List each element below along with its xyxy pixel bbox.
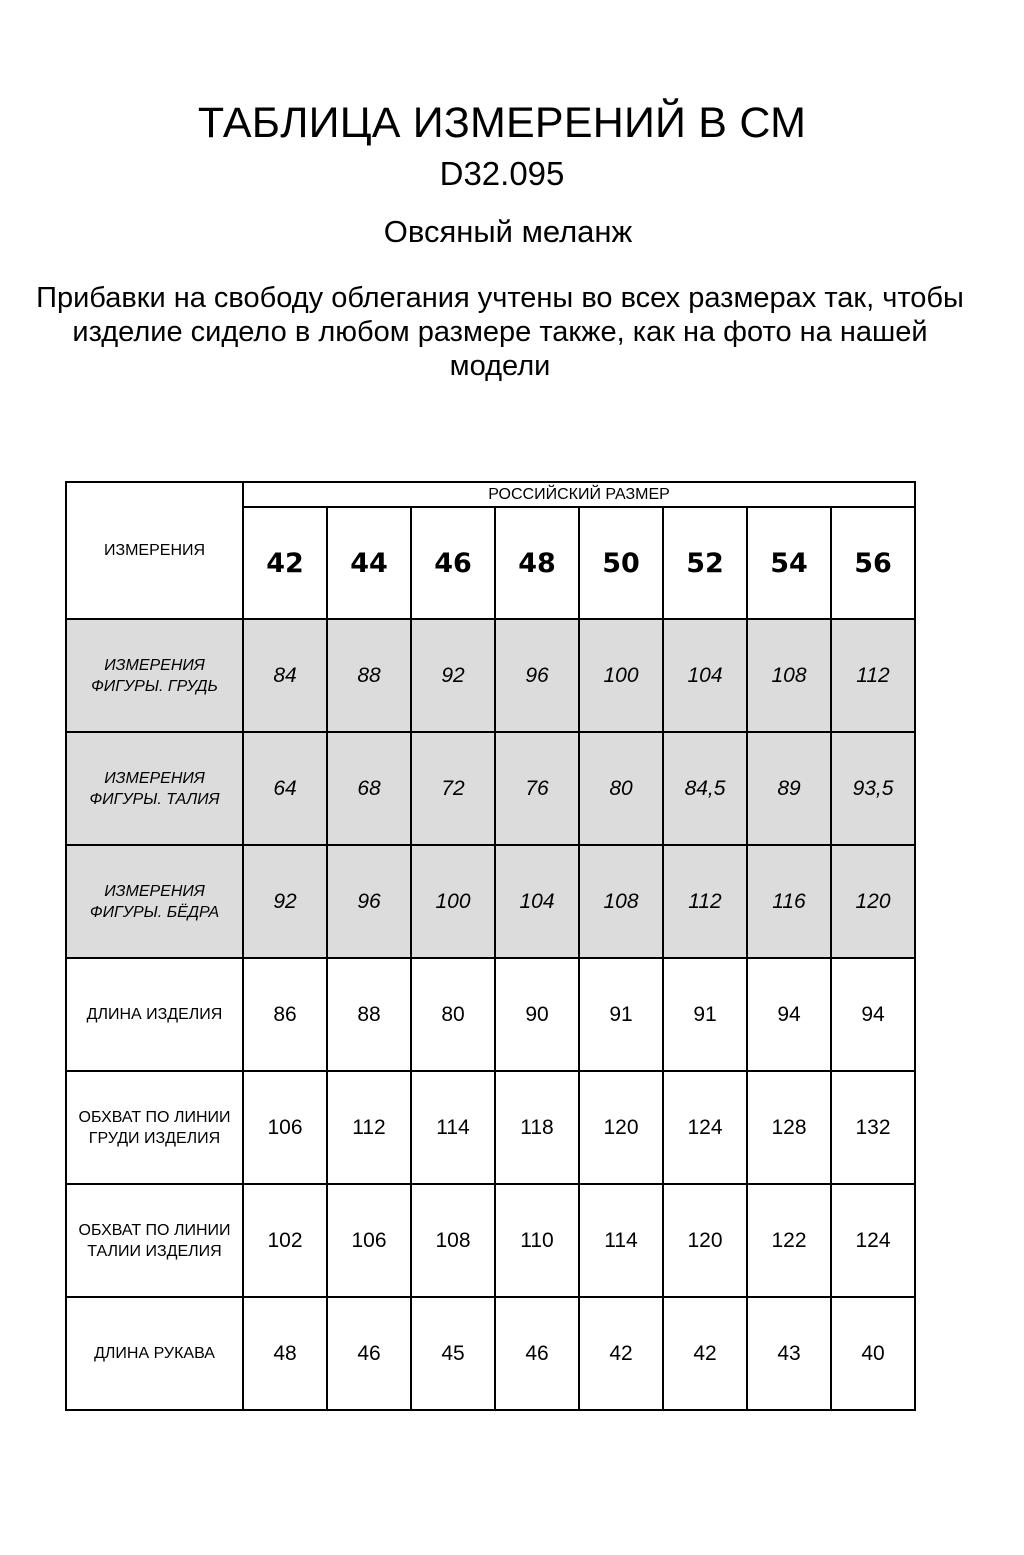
table-row-chest bbox=[66, 619, 915, 732]
table-cell: 104 bbox=[495, 845, 579, 958]
table-cell: 72 bbox=[411, 732, 495, 845]
table-cell: 132 bbox=[831, 1071, 915, 1184]
page-title: ТАБЛИЦА ИЗМЕРЕНИЙ В СМ bbox=[197, 99, 807, 147]
table-cell: 120 bbox=[831, 845, 915, 958]
table-cell: 96 bbox=[327, 845, 411, 958]
table-cell: 93,5 bbox=[831, 732, 915, 845]
table-cell: 108 bbox=[747, 619, 831, 732]
size-header: 48 bbox=[495, 507, 579, 619]
table-row-waist-girth bbox=[66, 1184, 915, 1297]
fit-note: Прибавки на свободу облегания учтены во всех размерах так, чтобы изделие сидело в любом размере также, как на фото на нашей модели bbox=[36, 282, 964, 382]
table-cell: 43 bbox=[747, 1297, 831, 1410]
size-group-header: РОССИЙСКИЙ РАЗМЕР bbox=[243, 482, 915, 507]
table-cell: 104 bbox=[663, 619, 747, 732]
table-cell: 92 bbox=[411, 619, 495, 732]
table-row-chest-girth bbox=[66, 1071, 915, 1184]
table-cell: 88 bbox=[327, 958, 411, 1071]
size-header: 50 bbox=[579, 507, 663, 619]
table-row-hips bbox=[66, 845, 915, 958]
table-cell: 84,5 bbox=[663, 732, 747, 845]
table-cell: 112 bbox=[327, 1071, 411, 1184]
table-cell: 118 bbox=[495, 1071, 579, 1184]
table-row-sleeve bbox=[66, 1297, 915, 1410]
table-cell: 112 bbox=[663, 845, 747, 958]
table-cell: 114 bbox=[579, 1184, 663, 1297]
table-cell: 89 bbox=[747, 732, 831, 845]
table-cell: 76 bbox=[495, 732, 579, 845]
table-cell: 124 bbox=[831, 1184, 915, 1297]
table-cell: 64 bbox=[243, 732, 327, 845]
table-cell: 94 bbox=[831, 958, 915, 1071]
table-cell: 42 bbox=[579, 1297, 663, 1410]
table-cell: 80 bbox=[411, 958, 495, 1071]
table-cell: 42 bbox=[663, 1297, 747, 1410]
table-cell: 112 bbox=[831, 619, 915, 732]
size-header: 54 bbox=[747, 507, 831, 619]
table-cell: 88 bbox=[327, 619, 411, 732]
table-cell: 46 bbox=[327, 1297, 411, 1410]
table-cell: 80 bbox=[579, 732, 663, 845]
table-cell: 100 bbox=[579, 619, 663, 732]
measurements-header: ИЗМЕРЕНИЯ bbox=[66, 482, 243, 619]
table-row-waist bbox=[66, 732, 915, 845]
table-cell: 128 bbox=[747, 1071, 831, 1184]
table-cell: 100 bbox=[411, 845, 495, 958]
row-label: ИЗМЕРЕНИЯ ФИГУРЫ. ТАЛИЯ bbox=[66, 732, 243, 845]
table-cell: 114 bbox=[411, 1071, 495, 1184]
table-cell: 120 bbox=[579, 1071, 663, 1184]
table-cell: 106 bbox=[327, 1184, 411, 1297]
size-header: 44 bbox=[327, 507, 411, 619]
table-cell: 124 bbox=[663, 1071, 747, 1184]
size-header: 46 bbox=[411, 507, 495, 619]
row-label: ИЗМЕРЕНИЯ ФИГУРЫ. ГРУДЬ bbox=[66, 619, 243, 732]
size-header: 42 bbox=[243, 507, 327, 619]
size-header: 52 bbox=[663, 507, 747, 619]
product-color: Овсяный меланж bbox=[383, 214, 633, 249]
table-cell: 86 bbox=[243, 958, 327, 1071]
table-cell: 48 bbox=[243, 1297, 327, 1410]
table-cell: 102 bbox=[243, 1184, 327, 1297]
table-cell: 46 bbox=[495, 1297, 579, 1410]
row-label: ДЛИНА ИЗДЕЛИЯ bbox=[66, 958, 243, 1071]
row-label: ОБХВАТ ПО ЛИНИИ ГРУДИ ИЗДЕЛИЯ bbox=[66, 1071, 243, 1184]
table-cell: 84 bbox=[243, 619, 327, 732]
table-cell: 91 bbox=[663, 958, 747, 1071]
product-code: D32.095 bbox=[439, 155, 565, 192]
table-cell: 122 bbox=[747, 1184, 831, 1297]
table-cell: 94 bbox=[747, 958, 831, 1071]
table-cell: 40 bbox=[831, 1297, 915, 1410]
table-cell: 106 bbox=[243, 1071, 327, 1184]
size-table bbox=[65, 481, 916, 1411]
table-cell: 108 bbox=[411, 1184, 495, 1297]
table-cell: 45 bbox=[411, 1297, 495, 1410]
table-row-length bbox=[66, 958, 915, 1071]
table-cell: 90 bbox=[495, 958, 579, 1071]
size-header: 56 bbox=[831, 507, 915, 619]
table-cell: 120 bbox=[663, 1184, 747, 1297]
row-label: ДЛИНА РУКАВА bbox=[66, 1297, 243, 1410]
table-cell: 108 bbox=[579, 845, 663, 958]
table-cell: 116 bbox=[747, 845, 831, 958]
row-label: ОБХВАТ ПО ЛИНИИ ТАЛИИ ИЗДЕЛИЯ bbox=[66, 1184, 243, 1297]
table-cell: 68 bbox=[327, 732, 411, 845]
row-label: ИЗМЕРЕНИЯ ФИГУРЫ. БЁДРА bbox=[66, 845, 243, 958]
table-cell: 91 bbox=[579, 958, 663, 1071]
table-cell: 92 bbox=[243, 845, 327, 958]
table-cell: 96 bbox=[495, 619, 579, 732]
table-cell: 110 bbox=[495, 1184, 579, 1297]
